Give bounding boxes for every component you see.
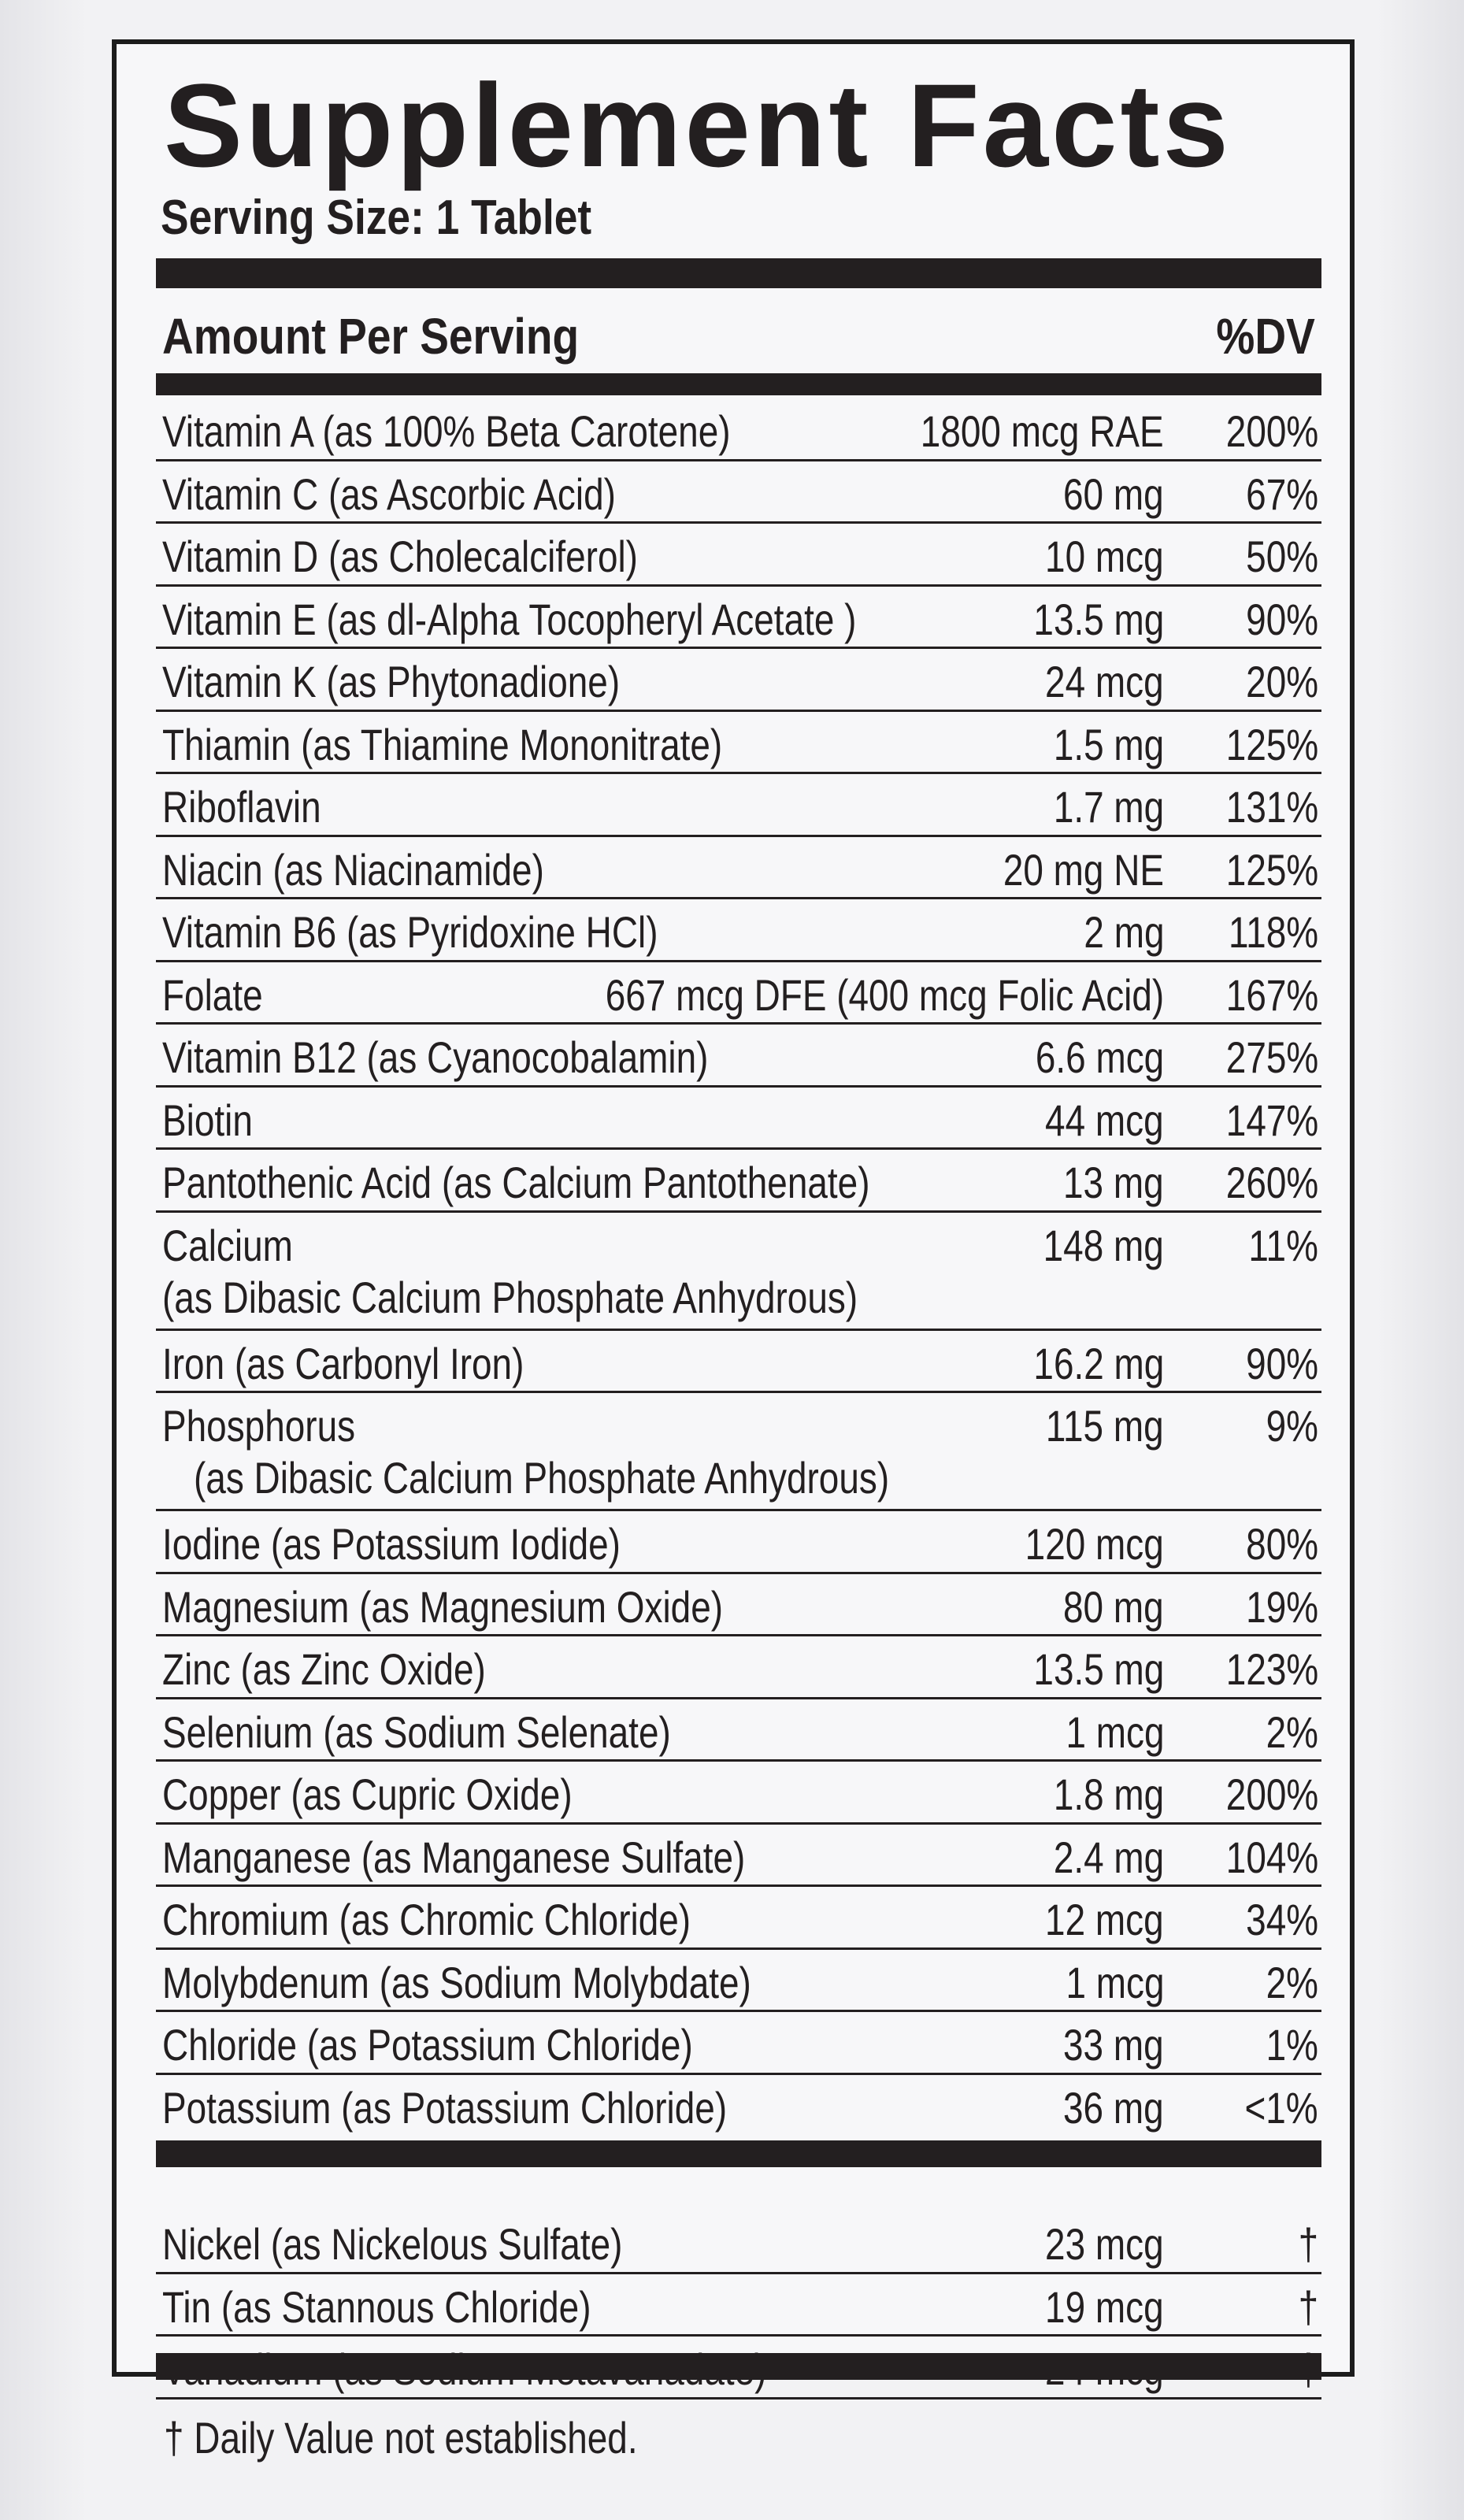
thick-divider-header <box>156 373 1321 395</box>
nutrient-row <box>156 587 1321 650</box>
nutrient-amount: 667 mcg DFE (400 mcg Folic Acid) <box>605 969 1164 1020</box>
nutrient-dv: 147% <box>1225 1095 1318 1145</box>
nutrient-row <box>156 1213 1321 1331</box>
nutrient-amount: 60 mg <box>1063 469 1164 519</box>
nutrient-amount: 10 mcg <box>1045 532 1164 581</box>
dv-header: %DV <box>1216 308 1315 365</box>
thick-divider-top <box>156 258 1321 288</box>
nutrient-row <box>156 2211 1321 2274</box>
nutrient-dv: 260% <box>1225 1158 1318 1207</box>
nutrient-amount: 19 mcg <box>1045 2281 1164 2332</box>
nutrient-dv: 125% <box>1225 719 1318 769</box>
nutrient-amount: 44 mcg <box>1045 1095 1164 1145</box>
nutrient-name: Biotin <box>162 1095 253 1145</box>
nutrient-name: Copper (as Cupric Oxide) <box>162 1770 573 1819</box>
nutrient-name: Vitamin B12 (as Cyanocobalamin) <box>162 1032 709 1082</box>
nutrient-name: Zinc (as Zinc Oxide) <box>162 1644 486 1694</box>
thick-divider-other <box>156 2140 1321 2167</box>
nutrient-name: Vitamin D (as Cholecalciferol) <box>162 532 638 581</box>
nutrient-amount: 33 mg <box>1063 2020 1164 2070</box>
nutrient-amount: 1.7 mg <box>1053 782 1164 832</box>
nutrient-row <box>156 398 1321 461</box>
nutrient-row <box>156 1393 1321 1511</box>
nutrient-dv: 20% <box>1246 657 1318 706</box>
nutrient-name: Chromium (as Chromic Chloride) <box>162 1895 691 1944</box>
nutrient-row <box>156 1636 1321 1699</box>
nutrient-name: Iron (as Carbonyl Iron) <box>162 1338 524 1388</box>
nutrient-dv: 275% <box>1225 1032 1318 1082</box>
nutrient-row <box>156 1699 1321 1762</box>
nutrient-name: Phosphorus <box>162 1401 356 1451</box>
nutrient-name: Molybdenum (as Sodium Molybdate) <box>162 1957 751 2007</box>
nutrient-name: Riboflavin <box>162 782 321 832</box>
nutrient-name: Vitamin K (as Phytonadione) <box>162 657 621 706</box>
nutrient-row <box>156 712 1321 775</box>
nutrient-row <box>156 2075 1321 2138</box>
nutrient-dv: 125% <box>1225 844 1318 895</box>
nutrient-amount: 36 mg <box>1063 2082 1164 2133</box>
nutrient-name: Potassium (as Potassium Chloride) <box>162 2082 728 2133</box>
nutrient-name: Vitamin A (as 100% Beta Carotene) <box>162 406 731 456</box>
nutrient-amount: 1.5 mg <box>1053 719 1164 769</box>
nutrient-dv: 67% <box>1246 469 1318 519</box>
nutrient-row <box>156 461 1321 524</box>
nutrient-name: Thiamin (as Thiamine Mononitrate) <box>162 719 723 769</box>
nutrient-amount: 24 mcg <box>1045 657 1164 706</box>
nutrient-dv: † <box>1298 2281 1318 2332</box>
nutrient-amount: 120 mcg <box>1025 1519 1164 1569</box>
nutrient-amount: 6.6 mcg <box>1035 1032 1164 1082</box>
nutrient-row <box>156 1088 1321 1151</box>
nutrient-amount: 23 mcg <box>1045 2219 1164 2269</box>
nutrient-amount: 80 mg <box>1063 1581 1164 1632</box>
nutrient-dv: 118% <box>1228 907 1318 957</box>
nutrient-dv: 200% <box>1225 406 1318 456</box>
nutrient-dv: 167% <box>1225 969 1318 1020</box>
nutrient-dv: 131% <box>1225 782 1318 832</box>
nutrient-dv: 19% <box>1246 1581 1318 1632</box>
nutrient-name: Manganese (as Manganese Sulfate) <box>162 1832 746 1882</box>
nutrient-amount: 148 mg <box>1043 1220 1164 1270</box>
nutrient-row <box>156 837 1321 900</box>
nutrient-row <box>156 1331 1321 1394</box>
nutrient-amount: 16.2 mg <box>1033 1338 1164 1388</box>
nutrient-name: Chloride (as Potassium Chloride) <box>162 2020 693 2070</box>
nutrient-source: (as Dibasic Calcium Phosphate Anhydrous) <box>162 1272 858 1322</box>
panel-title: Supplement Facts <box>164 59 1232 191</box>
nutrient-dv: 2% <box>1266 1957 1318 2007</box>
nutrient-name: Folate <box>162 969 263 1020</box>
nutrient-dv: <1% <box>1244 2082 1318 2133</box>
nutrient-amount: 1800 mcg RAE <box>921 406 1164 456</box>
nutrient-row <box>156 2012 1321 2075</box>
supplement-facts-panel <box>112 39 1355 2463</box>
nutrient-dv: 90% <box>1246 1338 1318 1388</box>
nutrient-dv: † <box>1298 2219 1318 2269</box>
nutrient-name: Calcium <box>162 1220 293 1270</box>
thick-divider-bottom <box>156 2353 1321 2380</box>
nutrient-amount: 13 mg <box>1063 1158 1164 1207</box>
nutrient-row <box>156 1825 1321 1888</box>
serving-size: Serving Size: 1 Tablet <box>161 191 592 245</box>
nutrient-dv: 104% <box>1225 1832 1318 1882</box>
nutrient-name: Vitamin B6 (as Pyridoxine HCl) <box>162 907 658 957</box>
nutrient-row <box>156 962 1321 1025</box>
nutrient-name: Niacin (as Niacinamide) <box>162 844 544 895</box>
amount-per-serving-header: Amount Per Serving <box>162 308 580 365</box>
nutrient-list <box>156 398 1321 2137</box>
nutrient-name: Nickel (as Nickelous Sulfate) <box>162 2219 623 2269</box>
nutrient-amount: 2.4 mg <box>1053 1832 1164 1882</box>
nutrient-row <box>156 899 1321 962</box>
nutrient-name: Pantothenic Acid (as Calcium Pantothenate) <box>162 1158 870 1207</box>
nutrient-dv: 9% <box>1266 1401 1318 1451</box>
nutrient-dv: 1% <box>1266 2020 1318 2070</box>
nutrient-row <box>156 1025 1321 1088</box>
nutrient-amount: 1.8 mg <box>1053 1770 1164 1819</box>
nutrient-row <box>156 1950 1321 2013</box>
nutrient-name: Selenium (as Sodium Selenate) <box>162 1707 671 1757</box>
footnote: † Daily Value not established. <box>164 2413 638 2463</box>
nutrient-row <box>156 1150 1321 1213</box>
nutrient-amount: 1 mcg <box>1065 1707 1164 1757</box>
nutrient-amount: 13.5 mg <box>1033 594 1164 644</box>
nutrient-row <box>156 1887 1321 1950</box>
nutrient-row <box>156 1574 1321 1637</box>
nutrient-name: Tin (as Stannous Chloride) <box>162 2281 591 2332</box>
nutrient-name: Iodine (as Potassium Iodide) <box>162 1519 621 1569</box>
nutrient-row <box>156 1511 1321 1574</box>
nutrient-dv: 11% <box>1248 1220 1318 1270</box>
nutrient-dv: 90% <box>1246 594 1318 644</box>
nutrient-amount: 2 mg <box>1083 907 1164 957</box>
nutrient-amount: 13.5 mg <box>1033 1644 1164 1694</box>
nutrient-dv: 2% <box>1266 1707 1318 1757</box>
nutrient-dv: 80% <box>1246 1519 1318 1569</box>
nutrient-name: Vitamin E (as dl-Alpha Tocopheryl Acetate ) <box>162 594 857 644</box>
nutrient-name: Magnesium (as Magnesium Oxide) <box>162 1581 724 1632</box>
nutrient-source: (as Dibasic Calcium Phosphate Anhydrous) <box>194 1453 890 1503</box>
nutrient-row <box>156 1762 1321 1825</box>
nutrient-amount: 12 mcg <box>1045 1895 1164 1944</box>
nutrient-row <box>156 774 1321 837</box>
nutrient-row <box>156 2274 1321 2337</box>
nutrient-dv: 34% <box>1246 1895 1318 1944</box>
nutrient-amount: 1 mcg <box>1065 1957 1164 2007</box>
nutrient-row <box>156 524 1321 587</box>
nutrient-amount: 115 mg <box>1046 1401 1164 1451</box>
nutrient-dv: 50% <box>1246 532 1318 581</box>
nutrient-dv: 200% <box>1225 1770 1318 1819</box>
nutrient-name: Vitamin C (as Ascorbic Acid) <box>162 469 616 519</box>
nutrient-dv: 123% <box>1225 1644 1318 1694</box>
nutrient-amount: 20 mg NE <box>1003 844 1164 895</box>
nutrient-row <box>156 649 1321 712</box>
